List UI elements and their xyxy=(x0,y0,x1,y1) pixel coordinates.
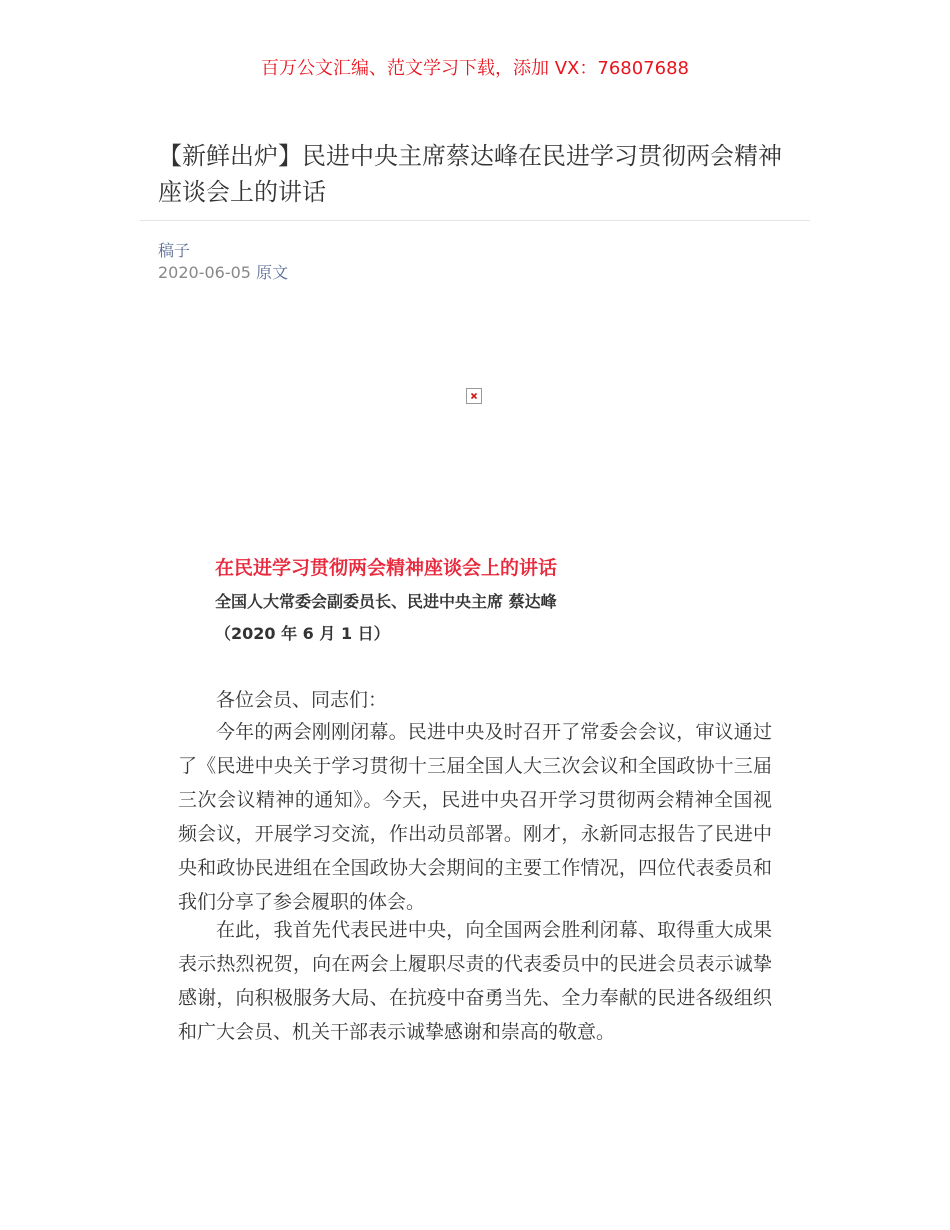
greeting: 各位会员、同志们： xyxy=(216,689,388,711)
watermark-banner: 百万公文汇编、范文学习下载，添加 VX：76807688 xyxy=(261,58,689,79)
article-title: 【新鲜出炉】民进中央主席蔡达峰在民进学习贯彻两会精神座谈会上的讲话 xyxy=(158,142,782,206)
speech-speaker: 全国人大常委会副委员长、民进中央主席 蔡达峰 xyxy=(215,592,557,611)
title-divider xyxy=(140,220,810,221)
speech-title: 在民进学习贯彻两会精神座谈会上的讲话 xyxy=(215,557,558,579)
speech-date: （2020 年 6 月 1 日） xyxy=(215,624,390,643)
body-paragraph: 在此，我首先代表民进中央，向全国两会胜利闭幕、取得重大成果表示热烈祝贺，向在两会上履职尽责的代表委员中的民进会员表示诚挚感谢，向积极服务大局、在抗疫中奋勇当先、全力奉献的民进各级组织和广大会员、机关干部表示诚挚感谢和崇高的敬意。 xyxy=(178,919,772,1043)
publish-date: 2020-06-05 xyxy=(158,263,251,282)
source-link[interactable]: 原文 xyxy=(256,263,289,282)
author-link[interactable]: 稿子 xyxy=(158,241,191,260)
article-meta xyxy=(158,262,288,284)
body-paragraph: 今年的两会刚刚闭幕。民进中央及时召开了常委会会议，审议通过了《民进中央关于学习贯彻十三届全国人大三次会议和全国政协十三届三次会议精神的通知》。今天，民进中央召开学习贯彻两会精神全国视频会议，开展学习交流，作出动员部署。刚才，永新同志报告了民进中央和政协民进组在全国政协大会期间的主要工作情况，四位代表委员和我们分享了参会履职的体会。 xyxy=(178,721,772,913)
broken-image-icon xyxy=(466,388,482,404)
